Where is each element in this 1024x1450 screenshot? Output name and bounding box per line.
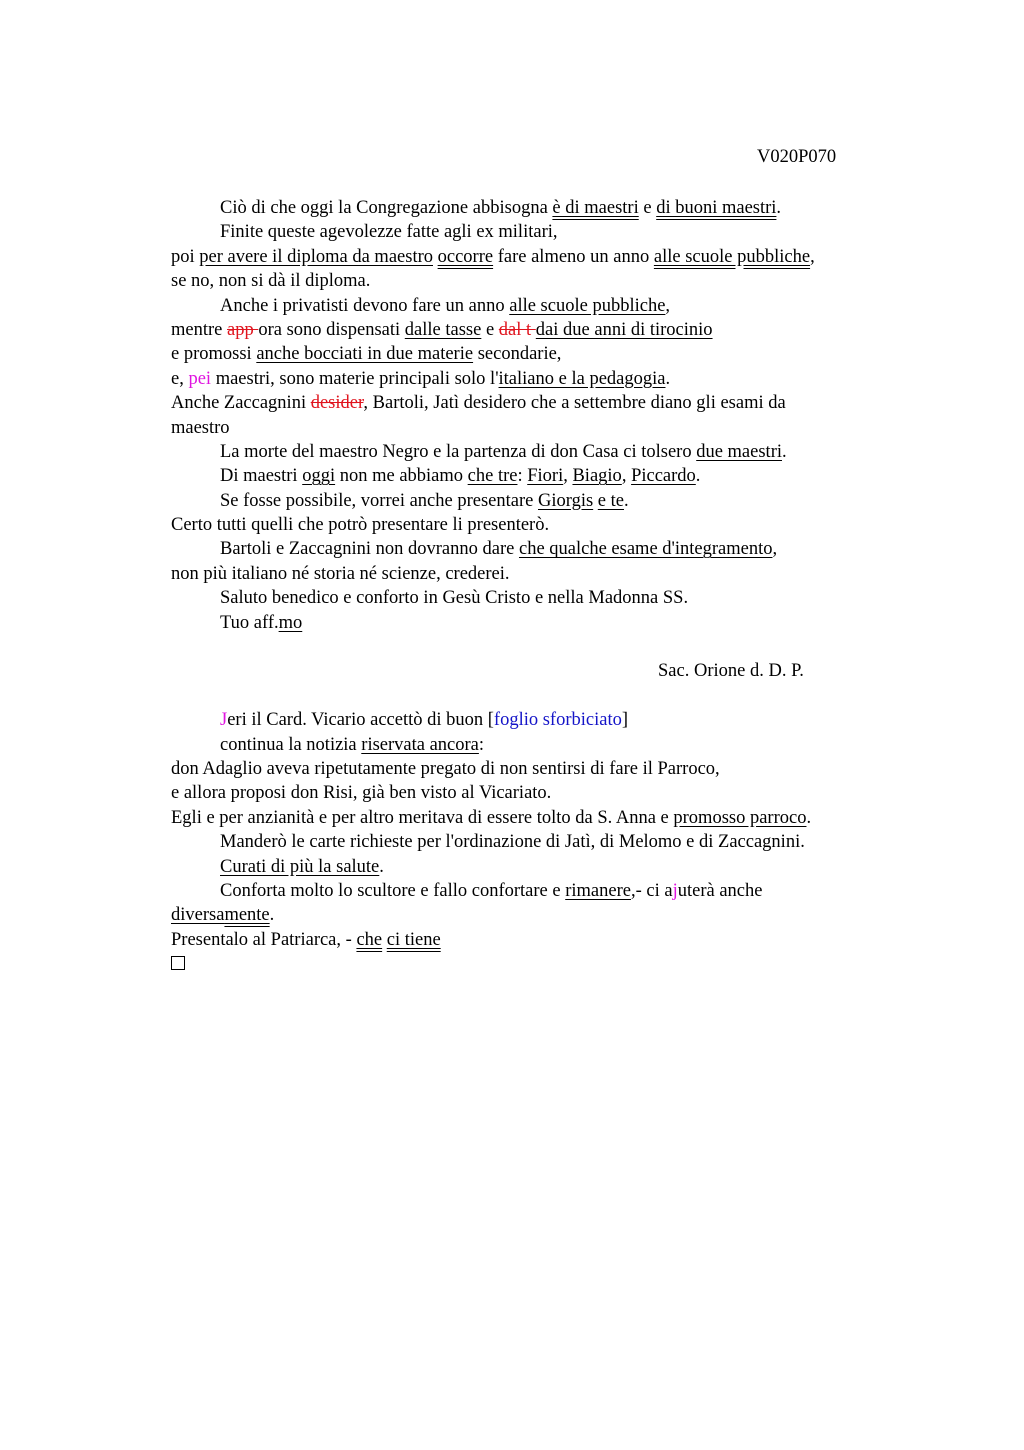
text-line <box>171 952 906 976</box>
blank-line <box>171 635 906 659</box>
text-line: Di maestri oggi non me abbiamo che tre: Fiori, Biagio, Piccardo. <box>220 466 701 487</box>
text-line: Ciò di che oggi la Congregazione abbisogna è di maestri e di buoni maestri. <box>220 198 782 218</box>
text-line: Egli e per anzianità e per altro meritava di essere tolto da S. Anna e promosso parroco. <box>171 807 812 828</box>
text-line: Anche Zaccagnini desider, Bartoli, Jatì desidero che a settembre diano gli esami da <box>171 393 786 414</box>
text-line: don Adaglio aveva ripetutamente pregato di non sentirsi di fare il Parroco, <box>171 758 720 779</box>
text-line: Jeri il Card. Vicario accettò di buon [foglio sforbiciato] <box>220 710 629 731</box>
editor-note: foglio sforbiciato <box>493 710 622 731</box>
text-line: Saluto benedico e conforto in Gesù Cristo e nella Madonna SS. <box>220 588 689 609</box>
text-line: se no, non si dà il diploma. <box>171 271 371 292</box>
text-line: e, pei maestri, sono materie principali solo l'italiano e la pedagogia. <box>171 368 671 389</box>
deleted-text: app <box>227 319 259 340</box>
text-line: e allora proposi don Risi, già ben visto al Vicariato. <box>171 783 552 804</box>
text-line: Curati di più la salute. <box>220 856 384 877</box>
letter-body <box>171 196 906 977</box>
text-line: non più italiano né storia né scienze, crederei. <box>171 563 510 584</box>
document-id: V020P070 <box>757 147 837 167</box>
text-line: Finite queste agevolezze fatte agli ex militari, <box>220 222 558 243</box>
text-line: Presentalo al Patriarca, - che ci tiene <box>171 929 441 950</box>
text-line: Se fosse possibile, vorrei anche presentare Giorgis e te. <box>220 490 629 511</box>
text-line: maestro <box>171 417 230 438</box>
deleted-text: desider <box>310 393 364 414</box>
editor-insertion: J <box>220 710 228 731</box>
checkbox-square-icon <box>171 956 185 970</box>
signature: Sac. Orione d. D. P. <box>658 661 804 682</box>
editor-insertion: j <box>672 880 678 901</box>
text-line: diversamente. <box>171 905 275 926</box>
text-line: Tuo aff.mo <box>220 612 303 633</box>
text-line: e promossi anche bocciati in due materie secondarie, <box>171 344 562 365</box>
text-line: Conforta molto lo scultore e fallo confortare e rimanere,- ci ajuterà anche <box>220 880 763 901</box>
text-line: mentre app ora sono dispensati dalle tasse e dal t dai due anni di tirocinio <box>171 319 713 340</box>
editor-insertion: pei <box>188 368 212 389</box>
text-line: Bartoli e Zaccagnini non dovranno dare che qualche esame d'integramento, <box>220 539 778 560</box>
deleted-text: dal t <box>498 319 536 340</box>
text-line: continua la notizia riservata ancora: <box>220 734 485 755</box>
blank-line <box>171 684 906 708</box>
text-line: Certo tutti quelli che potrò presentare li presenterò. <box>171 515 550 536</box>
text-line: poi per avere il diploma da maestro occorre fare almeno un anno alle scuole pubbliche, <box>171 246 815 267</box>
text-line: Anche i privatisti devono fare un anno alle scuole pubbliche, <box>220 295 671 316</box>
text-line: La morte del maestro Negro e la partenza di don Casa ci tolsero due maestri. <box>220 441 787 462</box>
text-line: Manderò le carte richieste per l'ordinazione di Jatì, di Melomo e di Zaccagnini. <box>220 832 805 853</box>
